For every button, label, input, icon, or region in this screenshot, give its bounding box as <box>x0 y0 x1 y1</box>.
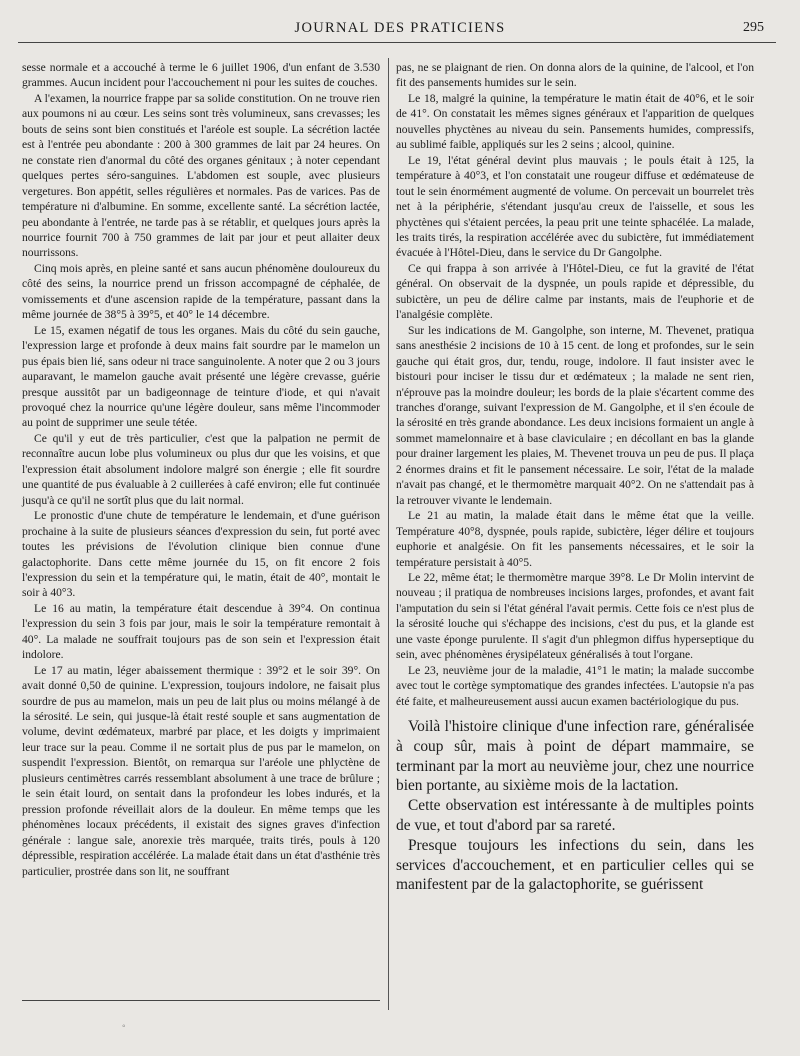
column-divider <box>388 58 389 1010</box>
paragraph: Le 23, neuvième jour de la maladie, 41°1 le matin; la malade succombe avec tout le cortège symptomatique des grandes infectées. L'autopsie n'a pas été faite, et malheureusement aussi aucun examen bactériologique du pus. <box>396 663 754 708</box>
paragraph: Ce qu'il y eut de très particulier, c'est que la palpation ne permit de reconnaître aucun lobe plus volumineux ou plus dur que les voisins, et que l'expression était absolument indolore malgré son énergie ; elle fit sourdre une quantité de pus évaluable à 2 cuillerées à café environ; elle fut continuée jusqu'à ce qu'il ne sortît plus que du lait normal. <box>22 431 380 507</box>
paragraph: pas, ne se plaignant de rien. On donna alors de la quinine, de l'alcool, et l'on fit des pansements humides sur le sein. <box>396 61 754 90</box>
large-paragraph: Presque toujours les infections du sein, dans les services d'accouchement, et en particulier celles qui se manifestent par de la galactophorite, se guérissent <box>396 836 754 894</box>
paragraph: Cinq mois après, en pleine santé et sans aucun phénomène douloureux du côté des seins, la nourrice prend un frisson accompagné de céphalée, de vomissements et d'une ascension rapide de la température, passant dans la même journée de 38°5 à 39°5, et 40° le 14 décembre. <box>22 261 380 322</box>
paragraph: sesse normale et a accouché à terme le 6 juillet 1906, d'un enfant de 3.530 grammes. Aucun incident pour l'accouchement ni pour les suites de couches. <box>22 61 380 90</box>
speck-mark: ◦ <box>122 1021 126 1032</box>
paragraph: Le 17 au matin, léger abaissement thermique : 39°2 et le soir 39°. On avait donné 0,50 de quinine. L'expression, toujours indolore, ne faisait plus sourdre de pus au mamelon, mais un peu de lait plus ou moins mélangé à de la sérosité. Le sein, qui jusque-là était resté souple et sans augmentation de volume, devint œdémateux, marbré par place, et les doigts y imprimaient leur trace sur la peau. Comme il ne sortait plus de pus par le mamelon, on suspendit l'expression. Bientôt, on remarqua sur l'aréole une phlyctène de plusieurs centimètres carrés ressemblant absolument à une trace de brûlure ; le sein était lourd, on sentait dans la profondeur les lobes indurés, et la pression profonde réveillait alors de la douleur. En même temps que les phénomènes locaux précédents, il existait des signes graves d'infection générale : langue sale, anorexie très marquée, traits tirés, pouls à 120 dépressible, respiration accélérée. La malade était dans un état d'asthénie très particulier, prostrée dans son lit, ne souffrant <box>22 663 380 878</box>
paragraph: Le 15, examen négatif de tous les organes. Mais du côté du sein gauche, l'expression large et profonde à deux mains fait sourdre par le mamelon un pus épais bien lié, sans odeur ni trace sanguinolente. A noter que 2 ou 3 jours auparavant, le mamelon gauche avait présenté une légère crevasse, guérie presque aussitôt par un badigeonnage de teinture d'iode, et qui n'avait provoqué chez la nourrice qu'une légère douleur, sans même l'incommoder au point de supprimer une seule tétée. <box>22 323 380 430</box>
header-rule <box>18 42 776 43</box>
page-number: 295 <box>743 20 764 35</box>
paragraph: Le pronostic d'une chute de température le lendemain, et d'une guérison prochaine à la suite de plusieurs séances d'expression du sein, fut porté avec toutes les prévisions de l'évolution clinique bien connue d'une galactophorite. Dans cette même journée du 15, on fit encore 2 fois l'expression du sein et la température qui, le matin, était de 40°, montait le soir à 40°3. <box>22 509 380 600</box>
left-column <box>22 60 380 879</box>
paragraph: Ce qui frappa à son arrivée à l'Hôtel-Dieu, ce fut la gravité de l'état général. On observait de la dyspnée, un pouls rapide et dépressible, du subictère, un peu de délire calme par instants, mais de l'euphorie et de l'analgésie complète. <box>396 261 754 322</box>
paragraph: Le 19, l'état général devint plus mauvais ; le pouls était à 125, la température à 40°3, et l'on constatait une rougeur diffuse et œdémateuse de tout le sein énormément augmenté de volume. On percevait un bourrelet très net à la périphérie, s'étendant jusqu'au creux de l'aisselle, et sous les phyctènes qui s'étaient percées, la peau prit une teinte sphacélée. La malade, les traits tirés, la respiration accélérée avec du subictère, fut immédiatement évacuée à l'Hôtel-Dieu, dans le service du Dr Gangolphe. <box>396 153 754 260</box>
journal-title: JOURNAL DES PRATICIENS <box>294 20 506 36</box>
bottom-rule <box>22 1000 380 1001</box>
paragraph: Le 18, malgré la quinine, la température le matin était de 40°6, et le soir de 41°. On constatait les mêmes signes généraux et l'apparition de quelques nouvelles phyctènes au niveau du sein. Pansements humides, compressifs, au sublimé faible, appliqués sur les 2 seins ; alcool, quinine. <box>396 91 754 152</box>
paragraph: Le 22, même état; le thermomètre marque 39°8. Le Dr Molin intervint de nouveau ; il pratiqua de nombreuses incisions larges, profondes, et avant fait l'amputation du sein si l'état général l'avait permis. Cette fois ce n'est plus de la sérosité louche qui s'échappe des incisions, c'est du pus, et la glande est une vaste éponge purulente. Il s'agit d'un phlegmon diffus hyperseptique du sein, avec phénomènes érysipélateux généralisés à tout l'organe. <box>396 570 754 662</box>
paragraph: A l'examen, la nourrice frappe par sa solide constitution. On ne trouve rien aux poumons ni au cœur. Les seins sont très volumineux, sans crevasses; les bouts de seins sont bien constitués et l'aréole est souple. La sécrétion lactée est à l'entrée peu abondante : 200 à 300 grammes de lait par 24 heures. On ne constate rien d'anormal du côté des organes génitaux ; à noter cependant quelques pertes séro-sanguines. L'abdomen est souple, avec plusieurs vergetures. Bon appétit, selles régulières et normales. Pas de varices. Pas de température ni d'albumine. En somme, excellente santé. La sécrétion lactée, peu abondante à l'entrée, ne tarde pas à se rétablir, et quelques jours après la nourrice fournit 700 à 750 grammes de lait par jour et peut allaiter deux nourrissons. <box>22 91 380 260</box>
large-paragraph: Cette observation est intéressante à de multiples points de vue, et tout d'abord par sa rareté. <box>396 797 754 835</box>
large-type-section <box>396 717 754 895</box>
paragraph: Sur les indications de M. Gangolphe, son interne, M. Thevenet, pratiqua sans anesthésie 2 incisions de 10 à 15 cent. de long et profondes, sur le sein gauche qui était gros, dur, tendu, rouge, indolore. Il faut insister avec le bistouri pour inciser le tissu dur et œdémateux ; la malade ne sent rien, n'éprouve pas la moindre douleur; les bords de la plaie s'écartent comme des tranches d'orange, suivant l'expression de M. Gangolphe, et il s'en écoule de la sérosité en très grande abondance. Les deux incisions formaient un angle à sommet mamelonnaire et à base claviculaire ; en décollant en bas la glande pour drainer largement les plaies, M. Thevenet trouva un peu de pus. Il plaça 2 énormes drains et fit le pansement nécessaire. Le soir, l'état de la malade n'avait pas changé, et le thermomètre marquait 40°2. On ne s'attendait pas à la retrouver vivante le lendemain. <box>396 323 754 507</box>
large-paragraph: Voilà l'histoire clinique d'une infection rare, généralisée à coup sûr, mais à point de départ mammaire, se terminant par la mort au neuvième jour, chez une nourrice bien portante, au sixième mois de la lactation. <box>396 718 754 795</box>
paragraph: Le 21 au matin, la malade était dans le même état que la veille. Température 40°8, dyspnée, pouls rapide, subictère, léger délire et toujours euphorie et analgésie. On fit les pansements nécessaires, et le soir la température persistait à 40°5. <box>396 509 754 569</box>
right-column <box>396 60 754 895</box>
running-header <box>20 20 780 40</box>
paragraph: Le 16 au matin, la température était descendue à 39°4. On continua l'expression du sein 3 fois par jour, mais le soir la température remontait à 40°. La malade ne souffrait toujours pas de son sein et l'expression était indolore. <box>22 601 380 662</box>
